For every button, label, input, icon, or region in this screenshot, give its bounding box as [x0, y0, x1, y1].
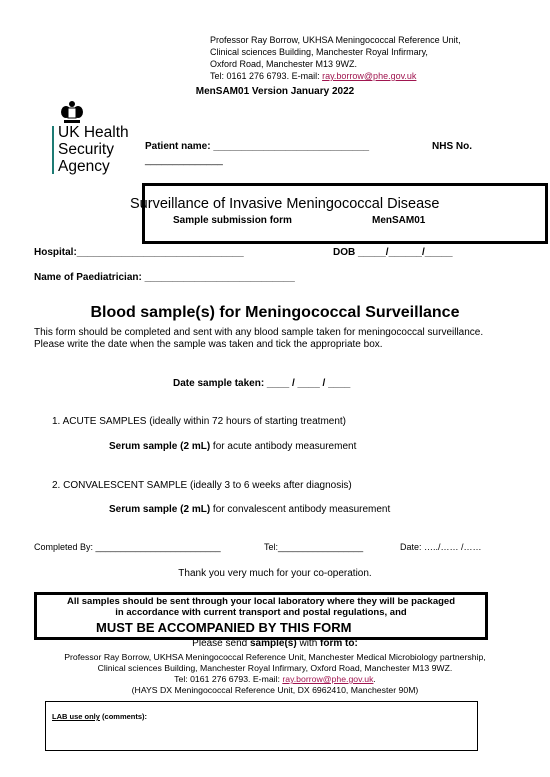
address-contact — [0, 674, 550, 684]
header-tel: Tel: 0161 276 6793. E-mail: — [210, 71, 323, 81]
nhs-number-label: NHS No. — [432, 141, 472, 152]
send-prefix: Please send — [192, 638, 250, 649]
header-line: Oxford Road, Manchester M13 9WZ. — [210, 59, 358, 69]
surveillance-subtitle: Sample submission form — [173, 215, 292, 226]
address-tel-suffix: . — [373, 674, 376, 684]
logo-line: Agency — [58, 158, 110, 175]
acute-serum-rest: for acute antibody measurement — [210, 441, 357, 452]
blood-sample-heading: Blood sample(s) for Meningococcal Surveillance — [90, 304, 460, 321]
version-label: MenSAM01 Version January 2022 — [195, 86, 355, 97]
address-line-4: (HAYS DX Meningococcal Reference Unit, DX 6962410, Manchester 90M) — [131, 685, 419, 695]
header-line: Clinical sciences Building, Manchester Royal Infirmary, — [210, 47, 428, 57]
logo-text — [58, 124, 129, 175]
send-middle: with — [296, 638, 321, 649]
address-tel: Tel: 0161 276 6793. E-mail: — [174, 674, 283, 684]
acute-heading: 1. ACUTE SAMPLES (ideally within 72 hours of starting treatment) — [52, 416, 347, 427]
header-email-link[interactable]: ray.borrow@phe.gov.uk — [322, 71, 417, 81]
notice-must: MUST BE ACCOMPANIED BY THIS FORM — [96, 620, 352, 635]
lab-use-underline: LAB use only — [52, 712, 100, 721]
intro-text — [34, 327, 524, 351]
lab-use-label — [52, 712, 147, 721]
notice-line-2: in accordance with current transport and postal regulations, and — [115, 607, 407, 618]
header-contact — [210, 70, 461, 82]
logo-line: UK Health — [58, 124, 129, 141]
convalescent-serum-option[interactable] — [98, 504, 390, 515]
send-bold-2: form to: — [320, 638, 358, 649]
notice-line-1: All samples should be sent through your local laboratory where they will be packaged — [66, 596, 455, 607]
dob-field[interactable]: DOB _____/______/_____ — [333, 247, 453, 258]
convalescent-heading: 2. CONVALESCENT SAMPLE (ideally 3 to 6 weeks after diagnosis) — [52, 480, 352, 491]
lab-use-rest: (comments): — [99, 712, 148, 721]
patient-name-field[interactable]: Patient name: ____________________________ — [145, 141, 370, 152]
intro-instruction: Please write the date when the sample was taken and tick the appropriate box. — [34, 339, 383, 350]
completed-tel-field[interactable]: Tel:_________________ — [264, 542, 364, 552]
send-to-line — [0, 638, 550, 649]
logo-line: Security — [58, 141, 114, 158]
lab-use-box[interactable] — [45, 701, 478, 751]
intro-paragraph: This form should be completed and sent with any blood sample taken for meningococcal surveillance. — [34, 327, 484, 338]
patient-name-continuation[interactable]: ______________ — [145, 155, 223, 166]
completed-date-field[interactable]: Date: …../…… /…… — [400, 542, 482, 552]
acute-serum-bold: Serum sample (2 mL) — [109, 441, 211, 452]
address-email-link[interactable]: ray.borrow@phe.gov.uk — [282, 674, 374, 684]
completed-by-field[interactable]: Completed By: _________________________ — [34, 542, 221, 552]
paediatrician-field[interactable]: Name of Paediatrician: ___________________________ — [34, 272, 295, 283]
convalescent-serum-bold: Serum sample (2 mL) — [109, 504, 211, 515]
date-taken-field[interactable]: Date sample taken: ____ / ____ / ____ — [173, 378, 351, 389]
acute-serum-option[interactable] — [98, 441, 356, 452]
address-line-1: Professor Ray Borrow, UKHSA Meningococcal Reference Unit, Manchester Medical Microbiology partnership, — [64, 652, 486, 662]
address-line-2: Clinical sciences Building, Manchester Royal Infirmary, Oxford Road, Manchester M13 9WZ. — [97, 663, 453, 673]
thanks-text: Thank you very much for your co-operation. — [178, 568, 372, 579]
hospital-field[interactable]: Hospital:______________________________ — [34, 247, 244, 258]
surveillance-title: Surveillance of Invasive Meningococcal Disease — [130, 196, 440, 212]
header-address — [210, 34, 461, 82]
royal-crest-icon — [58, 100, 86, 124]
convalescent-serum-rest: for convalescent antibody measurement — [210, 504, 391, 515]
form-code: MenSAM01 — [372, 215, 426, 226]
surveillance-box — [142, 183, 548, 244]
logo-accent-bar — [52, 126, 54, 174]
header-line: Professor Ray Borrow, UKHSA Meningococcal Reference Unit, — [210, 35, 461, 45]
send-bold-1: sample(s) — [250, 638, 297, 649]
